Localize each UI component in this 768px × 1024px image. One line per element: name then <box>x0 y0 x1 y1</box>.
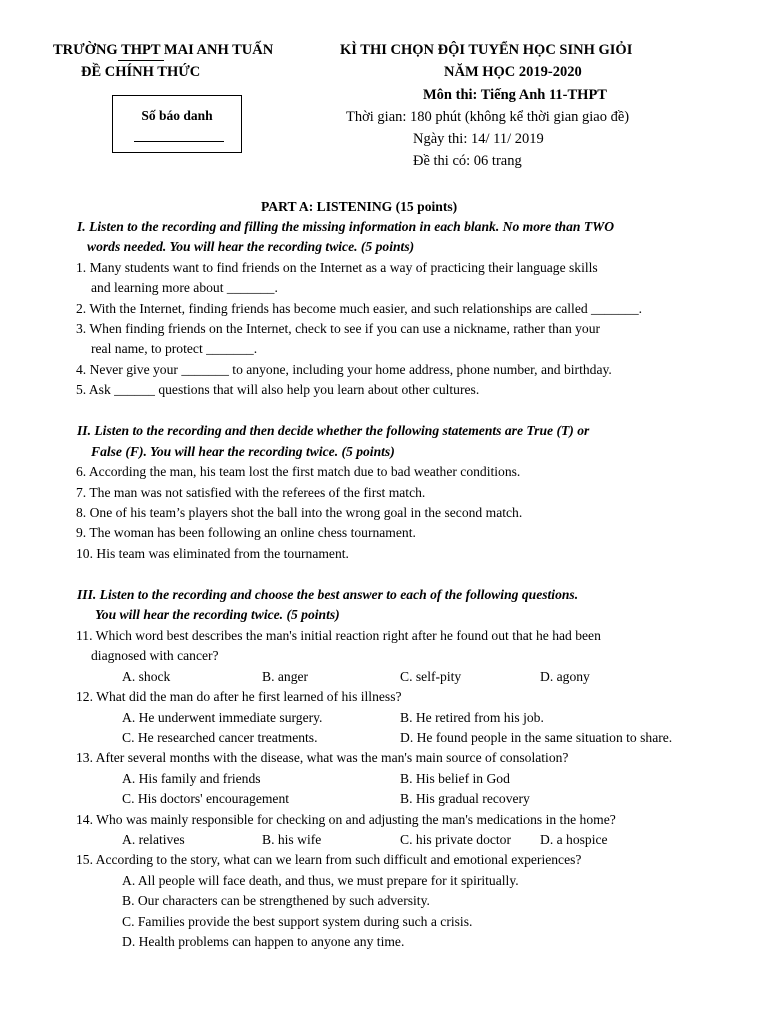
section3-instruction-1: III. Listen to the recording and choose the best answer to each of the following questions. <box>77 587 579 602</box>
part-a-title: PART A: LISTENING (15 points) <box>261 199 458 214</box>
section3-instruction-2: You will hear the recording twice. (5 points) <box>95 607 340 622</box>
question-8: 8. One of his team’s players shot the ball into the wrong goal in the second match. <box>76 505 523 520</box>
q12-option-b: B. He retired from his job. <box>400 710 544 725</box>
q11-option-d: D. agony <box>540 669 590 684</box>
question-6: 6. According the man, his team lost the first match due to bad weather conditions. <box>76 464 521 479</box>
header-divider <box>118 60 164 61</box>
q14-option-a: A. relatives <box>122 832 185 847</box>
question-5: 5. Ask ______ questions that will also help you learn about other cultures. <box>76 382 480 397</box>
section1-instruction-2: words needed. You will hear the recording twice. (5 points) <box>87 239 415 254</box>
question-9: 9. The woman has been following an online chess tournament. <box>76 525 416 540</box>
q14-option-b: B. his wife <box>262 832 322 847</box>
school-year: NĂM HỌC 2019-2020 <box>444 64 582 80</box>
question-10: 10. His team was eliminated from the tournament. <box>76 546 349 561</box>
school-name: TRƯỜNG THPT MAI ANH TUẤN <box>53 42 274 58</box>
candidate-number-blank <box>134 141 224 142</box>
question-13: 13. After several months with the disease, what was the man's main source of consolation? <box>76 750 569 765</box>
candidate-number-label: Số báo danh <box>141 108 213 123</box>
question-11: 11. Which word best describes the man's initial reaction right after he found out that he had been <box>76 628 601 643</box>
question-1: 1. Many students want to find friends on the Internet as a way of practicing their language skills <box>76 260 598 275</box>
question-15: 15. According to the story, what can we learn from such difficult and emotional experiences? <box>76 852 582 867</box>
section2-instruction-2: False (F). You will hear the recording twice. (5 points) <box>91 444 395 459</box>
q13-option-b: B. His belief in God <box>400 771 510 786</box>
question-12: 12. What did the man do after he first learned of his illness? <box>76 689 402 704</box>
official-label: ĐỀ CHÍNH THỨC <box>81 64 201 80</box>
question-14: 14. Who was mainly responsible for checking on and adjusting the man's medications in the home? <box>76 812 616 827</box>
subject: Môn thi: Tiếng Anh 11-THPT <box>423 87 607 103</box>
q14-option-d: D. a hospice <box>540 832 608 847</box>
question-1-cont: and learning more about _______. <box>91 280 278 295</box>
page-count: Đề thi có: 06 trang <box>413 153 522 169</box>
q13-option-c: C. His doctors' encouragement <box>122 791 290 806</box>
q13-option-d: B. His gradual recovery <box>400 791 530 806</box>
question-11-cont: diagnosed with cancer? <box>91 648 219 663</box>
section1-instruction-1: I. Listen to the recording and filling the missing information in each blank. No more than TWO <box>77 219 615 234</box>
question-7: 7. The man was not satisfied with the referees of the first match. <box>76 485 426 500</box>
candidate-number-box <box>112 95 242 153</box>
question-3-cont: real name, to protect _______. <box>91 341 258 356</box>
question-3: 3. When finding friends on the Internet, check to see if you can use a nickname, rather than your <box>76 321 601 336</box>
q15-option-c: C. Families provide the best support system during such a crisis. <box>122 914 473 929</box>
question-4: 4. Never give your _______ to anyone, including your home address, phone number, and birthday. <box>76 362 612 377</box>
q15-option-a: A. All people will face death, and thus, we must prepare for it spiritually. <box>122 873 519 888</box>
q11-option-a: A. shock <box>122 669 171 684</box>
q12-option-c: C. He researched cancer treatments. <box>122 730 318 745</box>
q12-option-a: A. He underwent immediate surgery. <box>122 710 323 725</box>
q15-option-d: D. Health problems can happen to anyone any time. <box>122 934 405 949</box>
exam-date: Ngày thi: 14/ 11/ 2019 <box>413 131 544 147</box>
question-2: 2. With the Internet, finding friends has become much easier, and such relationships are called _______. <box>76 301 643 316</box>
q11-option-b: B. anger <box>262 669 309 684</box>
q13-option-a: A. His family and friends <box>122 771 261 786</box>
exam-title: KÌ THI CHỌN ĐỘI TUYỂN HỌC SINH GIỎI <box>340 42 633 58</box>
q15-option-b: B. Our characters can be strengthened by such adversity. <box>122 893 430 908</box>
q14-option-c: C. his private doctor <box>400 832 511 847</box>
q12-option-d: D. He found people in the same situation to share. <box>400 730 673 745</box>
duration: Thời gian: 180 phút (không kể thời gian giao đề) <box>346 109 630 125</box>
q11-option-c: C. self-pity <box>400 669 462 684</box>
section2-instruction-1: II. Listen to the recording and then decide whether the following statements are True (T) or <box>77 423 590 438</box>
